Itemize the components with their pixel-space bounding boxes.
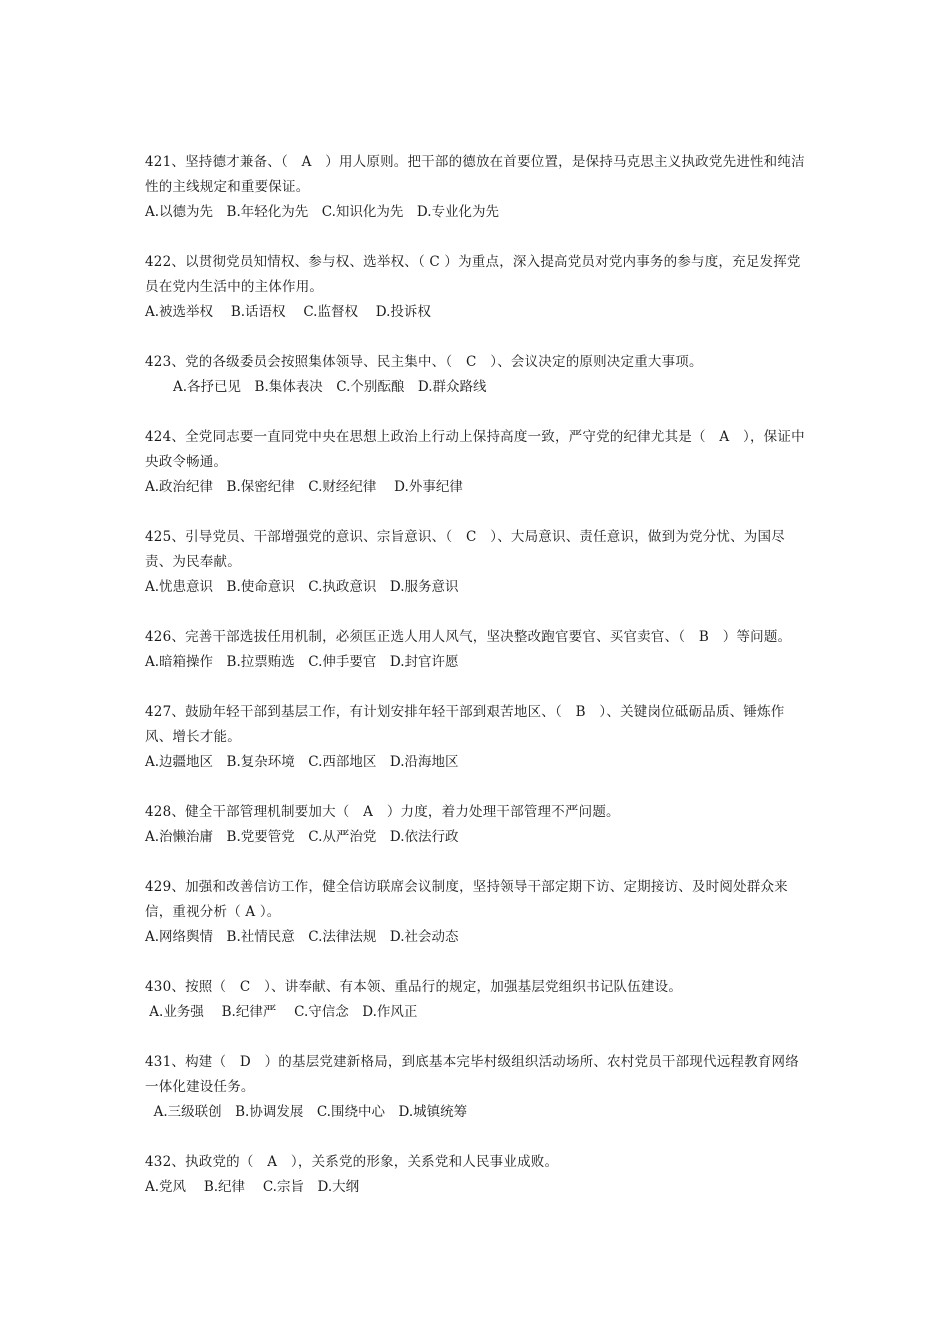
question-stem: 429、加强和改善信访工作，健全信访联席会议制度，坚持领导干部定期下访、定期接访、及时阅处群众来信，重视分析（ A ）。 [145,879,788,920]
question-stem: 432、执政党的（ A ），关系党的形象，关系党和人民事业成败。 [145,1154,559,1170]
question-stem: 421、坚持德才兼备、（ A ）用人原则。把干部的德放在首要位置，是保持马克思主义执政党先进性和纯洁性的主线规定和重要保证。 [145,154,805,195]
question-options: A.以德为先 B.年轻化为先 C.知识化为先 D.专业化为先 [145,204,500,220]
question-options: A.忧患意识 B.使命意识 C.执政意识 D.服务意识 [145,579,459,595]
question-list [145,150,810,1225]
question-options: A.三级联创 B.协调发展 C.围绕中心 D.城镇统筹 [145,1104,468,1120]
question-options: A.暗箱操作 B.拉票贿选 C.伸手要官 D.封官许愿 [145,654,459,670]
question-423 [145,350,810,400]
question-options: A.业务强 B.纪律严 C.守信念 D.作风正 [145,1004,418,1020]
question-options: A.政治纪律 B.保密纪律 C.财经纪律 D.外事纪律 [145,479,463,495]
question-stem: 428、健全干部管理机制要加大（ A ）力度，着力处理干部管理不严问题。 [145,804,620,820]
question-options: A.治懒治庸 B.党要管党 C.从严治党 D.依法行政 [145,829,459,845]
question-options: A.党风 B.纪律 C.宗旨 D.大纲 [145,1179,360,1195]
question-432 [145,1150,810,1200]
question-options: A.边疆地区 B.复杂环境 C.西部地区 D.沿海地区 [145,754,459,770]
question-options: A.各抒已见 B.集体表决 C.个别酝酿 D.群众路线 [173,379,487,395]
question-stem: 427、鼓励年轻干部到基层工作，有计划安排年轻干部到艰苦地区、（ B ）、关键岗位砥砺品质、锤炼作风、增长才能。 [145,704,785,745]
question-424 [145,425,810,500]
question-422 [145,250,810,325]
question-stem: 424、全党同志要一直同党中央在思想上政治上行动上保持高度一致，严守党的纪律尤其是（ A ），保证中央政令畅通。 [145,429,805,470]
question-430 [145,975,810,1025]
question-429 [145,875,810,950]
question-options: A.网络舆情 B.社情民意 C.法律法规 D.社会动态 [145,929,459,945]
question-428 [145,800,810,850]
question-stem: 426、完善干部选拔任用机制，必须匡正选人用人风气，坚决整改跑官要官、买官卖官、（ B ）等问题。 [145,629,792,645]
question-stem: 425、引导党员、干部增强党的意识、宗旨意识、（ C ）、大局意识、责任意识，做到为党分忧、为国尽责、为民奉献。 [145,529,785,570]
question-stem: 423、党的各级委员会按照集体领导、民主集中、（ C ）、会议决定的原则决定重大事项。 [145,354,703,370]
question-427 [145,700,810,775]
question-stem: 431、构建（ D ）的基层党建新格局，到底基本完毕村级组织活动场所、农村党员干部现代远程教育网络一体化建设任务。 [145,1054,799,1095]
question-stem: 430、按照（ C ）、讲奉献、有本领、重品行的规定，加强基层党组织书记队伍建设。 [145,979,683,995]
question-options: A.被选举权 B.话语权 C.监督权 D.投诉权 [145,304,431,320]
question-425 [145,525,810,600]
question-426 [145,625,810,675]
question-421 [145,150,810,225]
question-431 [145,1050,810,1125]
question-stem: 422、以贯彻党员知情权、参与权、选举权、（ C ）为重点，深入提高党员对党内事务的参与度，充足发挥党员在党内生活中的主体作用。 [145,254,801,295]
